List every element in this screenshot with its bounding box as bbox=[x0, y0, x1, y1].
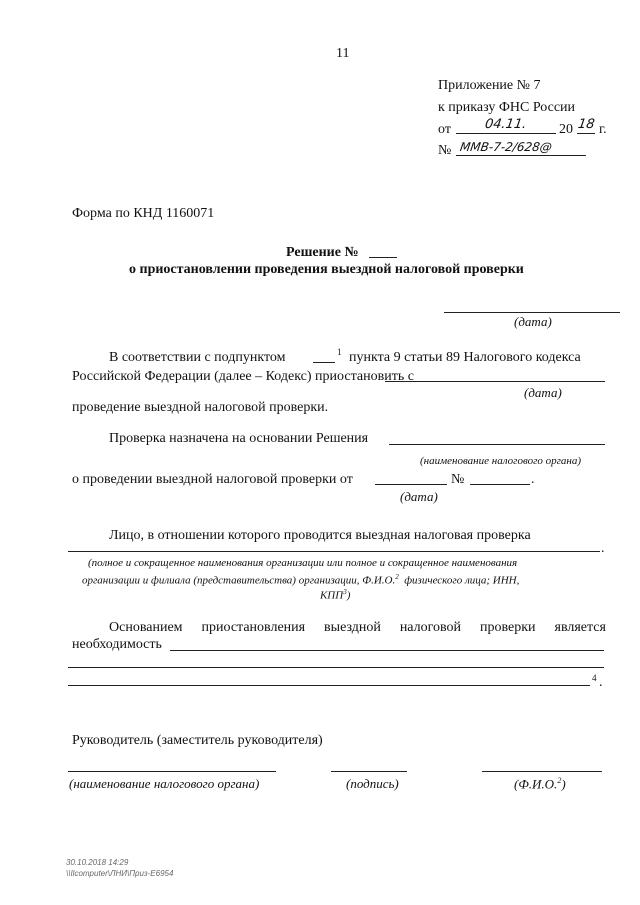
para3-dot: . bbox=[601, 541, 605, 556]
appendix-year-line bbox=[577, 133, 595, 134]
para2-number-line bbox=[470, 484, 530, 485]
para3-entity-line bbox=[68, 551, 600, 552]
para3-caption-sup2: 2 bbox=[395, 573, 399, 581]
signature-org-line bbox=[68, 771, 276, 772]
appendix-year-suffix: г. bbox=[599, 122, 607, 137]
footer-line2: \\Ilcomputer\ЛНИ\Приз-Е6954 bbox=[66, 869, 174, 878]
para4-word-3: выездной bbox=[324, 620, 381, 635]
title-line2: о приостановлении проведения выездной налоговой проверки bbox=[129, 262, 524, 277]
footer-line1: 30.10.2018 14:29 bbox=[66, 858, 129, 867]
para4-line1 bbox=[109, 620, 606, 636]
para2-line1: Проверка назначена на основании Решения bbox=[109, 431, 369, 446]
para1-text-a: В соответствии с подпунктом bbox=[109, 350, 286, 365]
para3-caption-line1: (полное и сокращенное наименования организации или полное и сокращенное наименования bbox=[88, 557, 518, 569]
decision-date-caption: (дата) bbox=[514, 314, 552, 329]
para1-date-caption: (дата) bbox=[524, 385, 562, 400]
para3-caption-sup3: 3 bbox=[343, 588, 347, 596]
para2-line2-end: . bbox=[531, 472, 535, 487]
appendix-number-line bbox=[456, 155, 586, 156]
signature-fio-caption: (Ф.И.О.$^2$) bbox=[514, 776, 566, 792]
para2-date-caption: (дата) bbox=[400, 489, 438, 504]
para4-word-5: проверки bbox=[480, 620, 536, 635]
para4-footnote-4: 4 bbox=[592, 673, 597, 683]
appendix-year-handwritten: 18 bbox=[576, 117, 596, 132]
para4-word-1: Основанием bbox=[109, 620, 183, 635]
para1-line2: Российской Федерации (далее – Кодекс) приостановить с bbox=[72, 369, 414, 384]
appendix-line1: Приложение № 7 bbox=[438, 78, 541, 93]
para4-word-6: является bbox=[554, 620, 606, 635]
decision-number-line bbox=[369, 257, 397, 258]
signature-heading: Руководитель (заместитель руководителя) bbox=[72, 733, 323, 748]
page-number: 11 bbox=[336, 46, 350, 61]
signature-org-caption: (наименование налогового органа) bbox=[69, 776, 260, 791]
para4-word-2: приостановления bbox=[201, 620, 306, 635]
appendix-year-prefix: 20 bbox=[559, 122, 573, 137]
appendix-number-label: № bbox=[438, 143, 452, 158]
appendix-number-handwritten: ММВ-7-2/628@ bbox=[459, 140, 553, 154]
para1-subpoint-line bbox=[313, 362, 335, 363]
para2-org-line bbox=[389, 444, 605, 445]
para1-text-b: пункта 9 статьи 89 Налогового кодекса bbox=[349, 350, 581, 365]
para4-dot: . bbox=[599, 675, 603, 690]
para4-reason-line3 bbox=[68, 685, 590, 686]
appendix-date-handwritten: 04.11. bbox=[483, 117, 528, 132]
para3-caption-line2: организации и филиала (представительства) организации, Ф.И.О.$^2$ физического лица; ИНН, bbox=[82, 573, 520, 587]
signature-sign-line bbox=[331, 771, 407, 772]
signature-sign-caption: (подпись) bbox=[346, 776, 399, 791]
appendix-line2: к приказу ФНС России bbox=[438, 100, 576, 115]
decision-date-line bbox=[444, 312, 620, 313]
para4-word-4: налоговой bbox=[399, 620, 462, 635]
para4-line2: необходимость bbox=[72, 637, 162, 652]
para4-reason-line1 bbox=[170, 650, 604, 651]
para1-footnote-1: 1 bbox=[337, 347, 342, 357]
para3-caption-line3: КПП$^3$) bbox=[320, 588, 351, 602]
para2-date-line bbox=[375, 484, 447, 485]
para3-line1: Лицо, в отношении которого проводится выездная налоговая проверка bbox=[109, 528, 531, 543]
para4-reason-line2 bbox=[68, 667, 604, 668]
signature-fio-sup: 2 bbox=[557, 776, 562, 785]
para2-number-label: № bbox=[451, 472, 465, 487]
para1-line3: проведение выездной налоговой проверки. bbox=[72, 400, 329, 415]
para2-org-caption: (наименование налогового органа) bbox=[420, 455, 582, 467]
para1-date-line bbox=[385, 381, 605, 382]
signature-fio-line bbox=[482, 771, 602, 772]
form-code: Форма по КНД 1160071 bbox=[72, 206, 215, 221]
para2-line2-a: о проведении выездной налоговой проверки от bbox=[72, 472, 353, 487]
appendix-from-label: от bbox=[438, 122, 451, 137]
appendix-date-line bbox=[456, 133, 556, 134]
title-line1: Решение № bbox=[286, 245, 359, 260]
